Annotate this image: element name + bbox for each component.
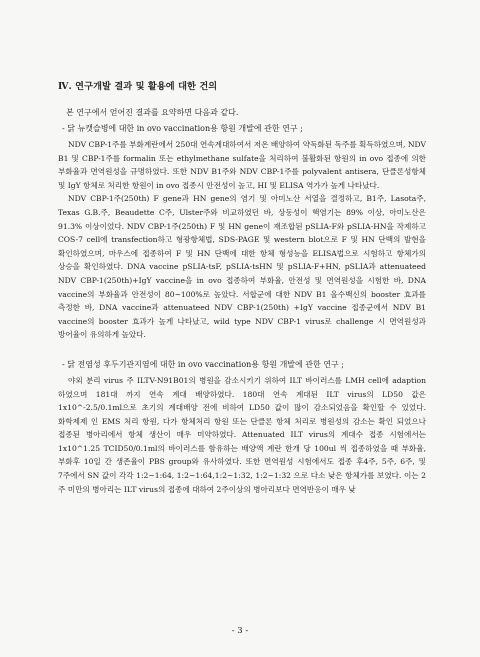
- paragraph: 야외 분리 virus 주 ILTV-N91B01의 병원을 감소시키기 위하여 ILT 바이러스를 LMH cell에 adaption 하였으며 181대 까지 연속 계대 배양하였다. 180대 연속 계대된 ILT virus의 LD50 값은 1x10^-2.5/0.1ml으로 초기의 계대배양 전에 비하여 LD50 값이 많이 감소되었음을 확인할 수 있었다. 화학제제 인 EMS 처리 항원, 다가 항체처리 항원 또는 단클론 항체 처리로 병원성의 감소는 확인 되었으나 접종된 병아리에서 항체 생산이 매우 미약하였다. Attenuated ILT virus의 계대수 접종 시험에서는 1x10^1.25 TCID50/0.1ml의 바이러스를 함유하는 배양액 계란 한개 당 100ul 씩 접종하였을 때 부화율, 부화후 10일 간 생존율이 PBS group와 유사하였다. 또한 면역원성 시험에서도 접종 후4주, 5주, 6주, 및 7주에서 SN 값이 각각 1:2~1:64, 1:2~1:64,1:2~1:32, 1:2~1:32 으로 다소 낮은 항체가를 보였다. 이는 2 주 미만의 병아리는 ILT virus의 접종에 대하여 2주이상의 병아리보다 면역반응이 매우 낮: [58, 375, 426, 494]
- subsection-title-newcastle: - 닭 뉴캣슬병에 대한 in ovo vaccination용 항원 개발에 관한 연구 ;: [62, 124, 303, 133]
- section-heading: Ⅳ. 연구개발 결과 및 활용에 대한 건의: [58, 81, 218, 92]
- paragraph: NDV CBP-1주를 부화계란에서 250대 연속계대하여서 저온 배양하여 약독화된 독주를 획득하였으며, NDV B1 및 CBP-1주를 formalin 또는 ethylmethane sulfate을 처리하여 불활화된 항원의 in ovo 접종에 의한 부화율과 면역원성을 규명하였다. 또한 NDV B1주와 NDV CBP-1주를 polyvalent antisera, 단클론성항체 및 IgY 항체로 처리한 항원이 in ovo 접종시 안전성이 높고, HI 및 ELISA 역가가 높게 나타났다.: [58, 140, 426, 190]
- summary-intro: 본 연구에서 얻어진 결과를 요약하면 다음과 같다.: [66, 108, 239, 117]
- page-number: - 3 -: [231, 626, 249, 636]
- paragraph: NDV CBP-1주(250th) F gene과 HN gene의 염기 및 아미노산 서열을 결정하고, B1주, Lasota주, Texas G.B.주, Beaudette C주, Ulster주와 비교하였던 바, 상동성이 핵염기는 89% 이상, 아미노산은 91.3% 이상이었다. NDV CBP-1주(250th) F 및 HN gene이 재조합된 pSLIA-F와 pSLIA-HN을 작제하고 COS-7 cell에 transfection하고 형광항체법, SDS-PAGE 및 western blot으로 F 및 HN 단백의 발현을 확인하였으며, 마우스에 접종하여 F 및 HN 단백에 대한 항체 형성능을 ELISA법으로 시험하고 항체가의 상승을 확인하였다. DNA vaccine pSLIA-tsF, pSLIA-tsHN 및 pSLIA-F+HN, pSLIA과 attenuateed NDV CBP-1(250th)+IgY vaccine을 in ovo 접종하여 부화율, 안전성 및 면역원성을 시험한 바, DNA vaccine의 부화율과 안전성이 80~100%로 높았다. 서합군에 대한 NDV B1 올수백신의 booster 효과를 측정한 바, DNA vaccine과 attenuateed NDV CBP-1(250th) +IgY vaccine 접종군에서 NDV B1 vaccine의 booster 효과가 높게 나타났고, wild type NDV CBP-1 virus로 challenge 시 면역원성과 방어율이 유의하게 높았다.: [58, 194, 426, 340]
- spacer: [58, 342, 426, 358]
- subsection-title-ilt: - 닭 전염성 후두기관지염에 대한 in ovo vaccination용 항원 개발에 관한 연구 ;: [62, 359, 344, 369]
